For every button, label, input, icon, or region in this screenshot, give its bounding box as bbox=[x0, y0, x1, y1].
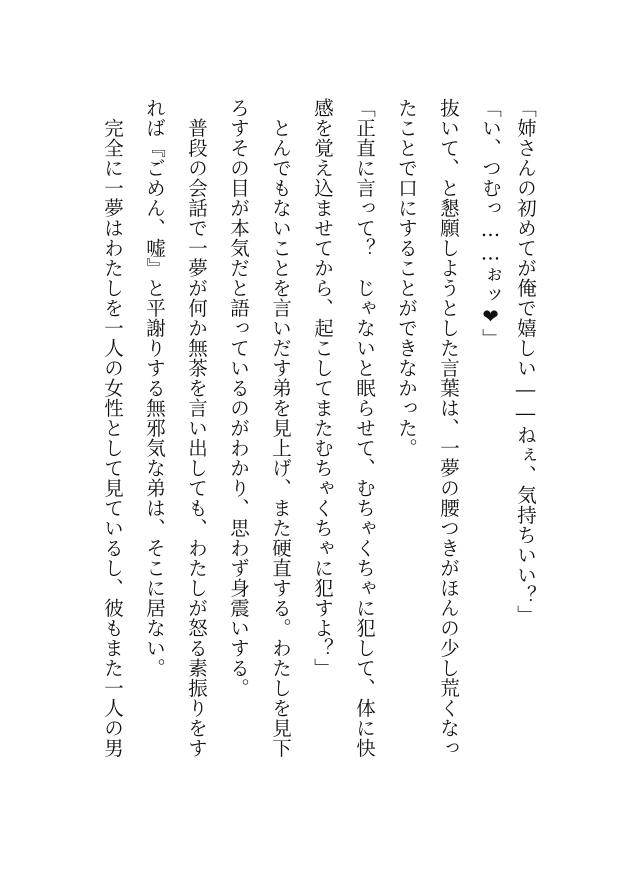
text-line-9: 普段の会話で一夢が何か無茶を言い出しても、わたしが怒る素振りをす bbox=[185, 98, 208, 758]
text-line-4: たことで口にすることができなかった。 bbox=[395, 98, 418, 458]
text-line-10: れば『ごめん、嘘』と平謝りする無邪気な弟は、そこに居ない。 bbox=[143, 98, 166, 678]
text-line-6: 感を覚え込ませてから、起こしてまたむちゃくちゃに犯すよ？」 bbox=[311, 98, 334, 678]
text-line-2: 「い、つむっ……ぉッ❤」 bbox=[479, 98, 502, 349]
text-line-11: 完全に一夢はわたしを一人の女性として見ているし、彼もまた一人の男 bbox=[101, 98, 124, 758]
text-line-3: 抜いて、と懇願しようとした言葉は、一夢の腰つきがほんの少し荒くなっ bbox=[437, 98, 460, 758]
text-line-5: 「正直に言って？ じゃないと眠らせて、むちゃくちゃに犯して、体に快 bbox=[353, 98, 376, 758]
text-line-7: とんでもないことを言いだす弟を見上げ、また硬直する。わたしを見下 bbox=[269, 98, 292, 758]
text-line-1: 「姉さんの初めてが俺で嬉しい――ねぇ、気持ちいい？」 bbox=[514, 98, 537, 625]
text-line-8: ろすその目が本気だと語っているのがわかり、思わず身震いする。 bbox=[227, 98, 250, 698]
